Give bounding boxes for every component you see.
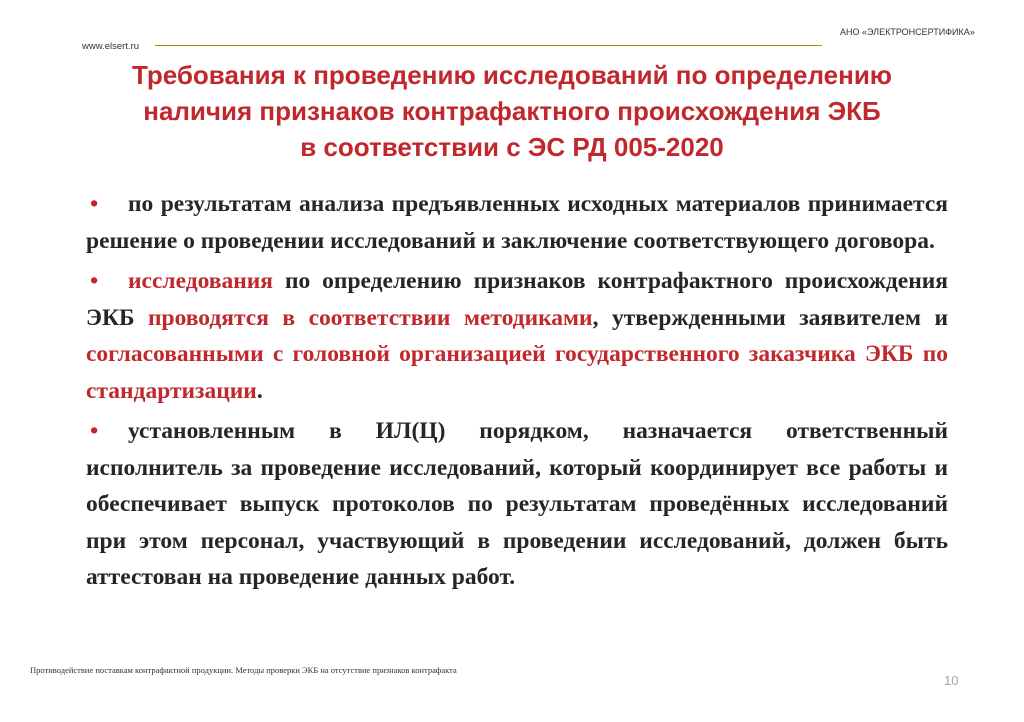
title-line-2: наличия признаков контрафактного происхождения ЭКБ	[143, 96, 881, 126]
bullet-item-1	[86, 186, 948, 259]
bullet-text-3: установленным в ИЛ(Ц) порядком, назначается ответственный исполнитель за проведение исследований, который координирует все работы и обеспечивает выпуск протоколов по результатам проведённых исследований при этом персонал, участвующий в проведении исследований, должен быть аттестован на проведение данных работ.	[86, 418, 948, 590]
page-number: 10	[944, 673, 959, 688]
slide-title	[80, 57, 944, 165]
header-divider	[155, 45, 822, 46]
bullet-list	[86, 186, 948, 600]
bullet-marker: •	[90, 268, 99, 294]
title-line-3: в соответствии с ЭС РД 005-2020	[300, 132, 724, 162]
bullet-text-2a: по определению признаков контрафактного происхождения ЭКБ	[86, 268, 948, 331]
highlight-methods: проводятся в соответствии методиками	[148, 304, 593, 331]
bullet-marker: •	[90, 418, 99, 444]
bullet-text-2c: .	[256, 377, 263, 404]
bullet-marker: •	[90, 191, 99, 217]
title-line-1: Требования к проведению исследований по определению	[131, 60, 893, 90]
highlight-research: исследования	[128, 268, 273, 294]
website-url: www.elsert.ru	[82, 41, 140, 52]
footer-caption: Противодействие поставкам контрафактной продукции. Методы проверки ЭКБ на отсутствие признаков контрафакта	[30, 665, 457, 675]
bullet-item-2	[86, 263, 948, 409]
bullet-text-1: по результатам анализа предъявленных исходных материалов принимается решение о проведении исследований и заключение соответствующего договора.	[86, 191, 948, 254]
bullet-text-2b: , утвержденными заявителем и	[592, 304, 948, 331]
organization-name: АНО «ЭЛЕКТРОНСЕРТИФИКА»	[840, 27, 975, 37]
highlight-approved: согласованными с головной организацией государственного заказчика ЭКБ по стандартизации	[86, 341, 948, 404]
bullet-item-3	[86, 413, 948, 596]
